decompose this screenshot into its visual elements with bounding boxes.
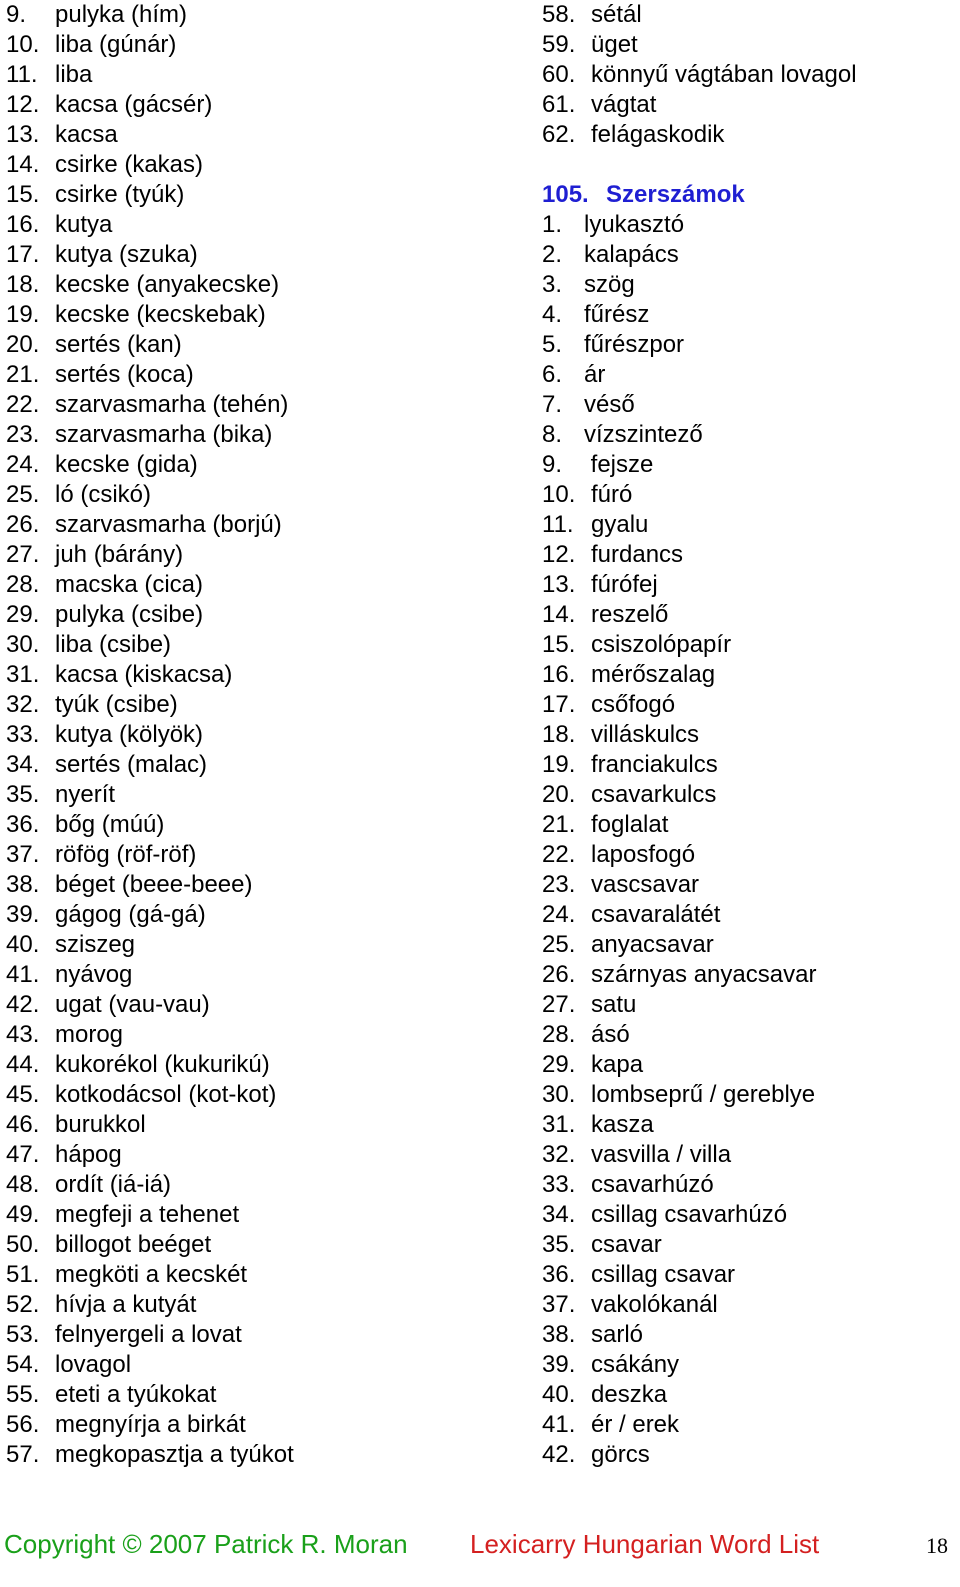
- item-number: 16.: [542, 661, 576, 688]
- item-number: 37.: [542, 1291, 576, 1318]
- list-item: [6, 1350, 526, 1380]
- list-item: [542, 1350, 952, 1380]
- right-column: [542, 0, 952, 1470]
- page-footer: [4, 1527, 954, 1561]
- list-item: [6, 270, 526, 300]
- list-item: [6, 480, 526, 510]
- list-item: [542, 360, 952, 390]
- list-item: [542, 1380, 952, 1410]
- item-number: 1.: [542, 211, 563, 238]
- list-item: [6, 750, 526, 780]
- item-text: nyávog: [55, 961, 133, 988]
- item-number: 41.: [6, 961, 40, 988]
- item-number: 2.: [542, 241, 563, 268]
- list-item: [6, 30, 526, 60]
- item-text: kasza: [591, 1111, 654, 1138]
- list-item: [6, 450, 526, 480]
- item-number: 25.: [6, 481, 40, 508]
- item-text: eteti a tyúkokat: [55, 1381, 217, 1408]
- list-item: [542, 1320, 952, 1350]
- list-item: [542, 60, 952, 90]
- item-text: sziszeg: [55, 931, 136, 958]
- list-item: [542, 450, 952, 480]
- item-text: liba (gúnár): [55, 31, 177, 58]
- list-item: [6, 660, 526, 690]
- item-number: 58.: [542, 1, 576, 28]
- list-item: [6, 1110, 526, 1140]
- item-text: satu: [591, 991, 637, 1018]
- item-text: laposfogó: [591, 841, 696, 868]
- item-text: megkopasztja a tyúkot: [55, 1441, 294, 1468]
- list-item: [6, 780, 526, 810]
- item-number: 20.: [6, 331, 40, 358]
- item-text: vakolókanál: [591, 1291, 718, 1318]
- item-number: 46.: [6, 1111, 40, 1138]
- list-item: [542, 960, 952, 990]
- item-number: 36.: [542, 1261, 576, 1288]
- item-number: 33.: [6, 721, 40, 748]
- item-text: lovagol: [55, 1351, 132, 1378]
- list-item: [542, 210, 952, 240]
- item-text: csavarhúzó: [591, 1171, 714, 1198]
- item-text: kecske (kecskebak): [55, 301, 266, 328]
- item-text: kukorékol (kukurikú): [55, 1051, 270, 1078]
- item-text: gyalu: [591, 511, 649, 538]
- item-number: 10.: [6, 31, 40, 58]
- list-item: [542, 570, 952, 600]
- item-text: kutya (kölyök): [55, 721, 204, 748]
- item-number: 39.: [6, 901, 40, 928]
- item-text: ugat (vau-vau): [55, 991, 210, 1018]
- section-title: Szerszámok: [606, 181, 745, 208]
- page-number: 18: [926, 1533, 948, 1558]
- list-item: [6, 90, 526, 120]
- item-number: 21.: [6, 361, 40, 388]
- list-item: [542, 630, 952, 660]
- section-spacer: [542, 150, 952, 180]
- item-number: 35.: [6, 781, 40, 808]
- item-number: 45.: [6, 1081, 40, 1108]
- list-item: [6, 1050, 526, 1080]
- item-number: 47.: [6, 1141, 40, 1168]
- item-number: 20.: [542, 781, 576, 808]
- item-text: villáskulcs: [591, 721, 700, 748]
- list-item: [542, 1260, 952, 1290]
- item-number: 37.: [6, 841, 40, 868]
- item-text: csavar: [591, 1231, 662, 1258]
- list-item: [542, 390, 952, 420]
- item-text: csirke (kakas): [55, 151, 204, 178]
- item-number: 19.: [6, 301, 40, 328]
- item-number: 40.: [542, 1381, 576, 1408]
- item-text: hívja a kutyát: [55, 1291, 197, 1318]
- list-item: [6, 390, 526, 420]
- item-text: szárnyas anyacsavar: [591, 961, 817, 988]
- item-text: felnyergeli a lovat: [55, 1321, 242, 1348]
- list-item: [6, 600, 526, 630]
- list-item: [542, 1230, 952, 1260]
- item-text: vascsavar: [591, 871, 700, 898]
- item-number: 5.: [542, 331, 563, 358]
- list-item: [542, 1110, 952, 1140]
- item-text: vasvilla / villa: [591, 1141, 732, 1168]
- list-item: [6, 240, 526, 270]
- list-item: [6, 1380, 526, 1410]
- item-number: 52.: [6, 1291, 40, 1318]
- list-item: [6, 1170, 526, 1200]
- item-text: deszka: [591, 1381, 668, 1408]
- list-item: [6, 1020, 526, 1050]
- item-number: 27.: [6, 541, 40, 568]
- item-text: pulyka (hím): [55, 1, 188, 28]
- item-number: 7.: [542, 391, 563, 418]
- item-number: 30.: [6, 631, 40, 658]
- list-item: [542, 1140, 952, 1170]
- list-item: [6, 150, 526, 180]
- item-text: ér / erek: [591, 1411, 680, 1438]
- item-number: 22.: [6, 391, 40, 418]
- item-text: mérőszalag: [591, 661, 716, 688]
- item-number: 23.: [542, 871, 576, 898]
- item-text: kotkodácsol (kot-kot): [55, 1081, 277, 1108]
- list-item: [542, 870, 952, 900]
- item-text: görcs: [591, 1441, 650, 1468]
- item-text: felágaskodik: [591, 121, 725, 148]
- item-text: burukkol: [55, 1111, 146, 1138]
- list-item: [542, 420, 952, 450]
- item-number: 60.: [542, 61, 576, 88]
- list-item: [6, 210, 526, 240]
- list-item: [542, 540, 952, 570]
- list-item: [542, 30, 952, 60]
- list-item: [542, 660, 952, 690]
- list-item: [542, 690, 952, 720]
- item-number: 22.: [542, 841, 576, 868]
- item-text: szarvasmarha (bika): [55, 421, 273, 448]
- item-number: 18.: [6, 271, 40, 298]
- list-item: [6, 810, 526, 840]
- item-text: kalapács: [584, 241, 679, 268]
- item-text: kutya (szuka): [55, 241, 198, 268]
- list-item: [542, 750, 952, 780]
- item-text: fúrófej: [591, 571, 658, 598]
- item-text: fűrészpor: [584, 331, 685, 358]
- item-text: bőg (múú): [55, 811, 165, 838]
- item-number: 30.: [542, 1081, 576, 1108]
- item-number: 33.: [542, 1171, 576, 1198]
- item-text: lyukasztó: [584, 211, 685, 238]
- list-item: [6, 1410, 526, 1440]
- list-item: [542, 510, 952, 540]
- item-number: 42.: [6, 991, 40, 1018]
- list-item: [6, 630, 526, 660]
- item-number: 14.: [542, 601, 576, 628]
- section-number: 105.: [542, 181, 589, 208]
- item-text: csavarkulcs: [591, 781, 717, 808]
- item-number: 35.: [542, 1231, 576, 1258]
- item-number: 19.: [542, 751, 576, 778]
- item-text: megnyírja a birkát: [55, 1411, 246, 1438]
- list-item: [542, 300, 952, 330]
- item-text: üget: [591, 31, 638, 58]
- list-item: [6, 180, 526, 210]
- list-item: [542, 0, 952, 30]
- item-number: 11.: [542, 511, 574, 538]
- item-text: juh (bárány): [55, 541, 184, 568]
- item-number: 54.: [6, 1351, 40, 1378]
- item-number: 25.: [542, 931, 576, 958]
- list-item: [6, 420, 526, 450]
- document-title: Lexicarry Hungarian Word List: [470, 1529, 820, 1559]
- item-number: 13.: [542, 571, 576, 598]
- list-item: [6, 570, 526, 600]
- list-item: [542, 330, 952, 360]
- list-item: [6, 360, 526, 390]
- item-text: tyúk (csibe): [55, 691, 178, 718]
- item-text: liba: [55, 61, 93, 88]
- item-text: véső: [584, 391, 635, 418]
- item-text: sertés (koca): [55, 361, 194, 388]
- item-text: fejsze: [584, 451, 654, 478]
- item-number: 40.: [6, 931, 40, 958]
- item-number: 62.: [542, 121, 576, 148]
- item-number: 26.: [6, 511, 40, 538]
- list-item: [542, 240, 952, 270]
- item-number: 8.: [542, 421, 563, 448]
- list-item: [542, 780, 952, 810]
- item-number: 55.: [6, 1381, 40, 1408]
- item-number: 26.: [542, 961, 576, 988]
- item-text: sertés (malac): [55, 751, 208, 778]
- item-text: megköti a kecskét: [55, 1261, 248, 1288]
- item-number: 50.: [6, 1231, 40, 1258]
- list-item: [542, 1290, 952, 1320]
- list-item: [542, 720, 952, 750]
- item-text: vágtat: [591, 91, 657, 118]
- item-text: könnyű vágtában lovagol: [591, 61, 857, 88]
- item-number: 15.: [542, 631, 576, 658]
- list-item: [6, 1260, 526, 1290]
- item-text: csirke (tyúk): [55, 181, 185, 208]
- item-number: 24.: [542, 901, 576, 928]
- list-item: [542, 900, 952, 930]
- item-text: morog: [55, 1021, 124, 1048]
- item-number: 9.: [6, 1, 27, 28]
- item-number: 38.: [6, 871, 40, 898]
- item-number: 27.: [542, 991, 576, 1018]
- item-text: franciakulcs: [591, 751, 718, 778]
- item-text: kacsa: [55, 121, 118, 148]
- item-number: 28.: [542, 1021, 576, 1048]
- item-text: megfeji a tehenet: [55, 1201, 240, 1228]
- item-text: macska (cica): [55, 571, 204, 598]
- item-number: 9.: [542, 451, 563, 478]
- item-text: billogot beéget: [55, 1231, 212, 1258]
- item-number: 39.: [542, 1351, 576, 1378]
- list-item: [542, 990, 952, 1020]
- item-text: kecske (gida): [55, 451, 198, 478]
- list-item: [6, 1320, 526, 1350]
- item-number: 51.: [6, 1261, 40, 1288]
- item-number: 36.: [6, 811, 40, 838]
- item-number: 44.: [6, 1051, 40, 1078]
- list-item: [542, 1020, 952, 1050]
- item-text: nyerít: [55, 781, 116, 808]
- item-text: szarvasmarha (tehén): [55, 391, 289, 418]
- list-item: [6, 0, 526, 30]
- list-item: [6, 870, 526, 900]
- item-number: 17.: [6, 241, 40, 268]
- item-number: 43.: [6, 1021, 40, 1048]
- item-text: fúró: [591, 481, 633, 508]
- list-item: [6, 1290, 526, 1320]
- item-text: kapa: [591, 1051, 644, 1078]
- item-text: sarló: [591, 1321, 644, 1348]
- item-text: kacsa (kiskacsa): [55, 661, 233, 688]
- list-item: [542, 930, 952, 960]
- list-item: [542, 840, 952, 870]
- item-number: 38.: [542, 1321, 576, 1348]
- item-number: 34.: [542, 1201, 576, 1228]
- item-number: 12.: [542, 541, 576, 568]
- item-text: csillag csavar: [591, 1261, 736, 1288]
- list-item: [542, 1410, 952, 1440]
- item-text: lombseprű / gereblye: [591, 1081, 816, 1108]
- item-number: 29.: [542, 1051, 576, 1078]
- item-text: hápog: [55, 1141, 122, 1168]
- item-text: csőfogó: [591, 691, 676, 718]
- left-column: [6, 0, 526, 1470]
- item-number: 18.: [542, 721, 576, 748]
- item-number: 24.: [6, 451, 40, 478]
- list-item: [542, 1200, 952, 1230]
- item-number: 41.: [542, 1411, 576, 1438]
- item-number: 48.: [6, 1171, 40, 1198]
- item-text: csillag csavarhúzó: [591, 1201, 788, 1228]
- item-number: 14.: [6, 151, 40, 178]
- item-text: kecske (anyakecske): [55, 271, 280, 298]
- list-item: [6, 1230, 526, 1260]
- item-number: 42.: [542, 1441, 576, 1468]
- item-number: 49.: [6, 1201, 40, 1228]
- item-number: 29.: [6, 601, 40, 628]
- item-text: kutya: [55, 211, 113, 238]
- list-item: [6, 1440, 526, 1470]
- list-item: [6, 540, 526, 570]
- list-item: [6, 930, 526, 960]
- item-number: 13.: [6, 121, 40, 148]
- item-number: 6.: [542, 361, 563, 388]
- list-item: [542, 810, 952, 840]
- list-item: [542, 120, 952, 150]
- item-number: 59.: [542, 31, 576, 58]
- copyright-notice: Copyright © 2007 Patrick R. Moran: [4, 1529, 408, 1559]
- list-item: [542, 1170, 952, 1200]
- item-text: csákány: [591, 1351, 680, 1378]
- item-number: 56.: [6, 1411, 40, 1438]
- list-item: [6, 690, 526, 720]
- item-number: 31.: [542, 1111, 576, 1138]
- list-item: [6, 900, 526, 930]
- section-heading: [542, 180, 952, 210]
- list-item: [542, 1080, 952, 1110]
- item-number: 57.: [6, 1441, 40, 1468]
- item-text: gágog (gá-gá): [55, 901, 206, 928]
- item-text: ásó: [591, 1021, 630, 1048]
- item-number: 3.: [542, 271, 563, 298]
- item-text: csavaralátét: [591, 901, 721, 928]
- item-number: 10.: [542, 481, 576, 508]
- item-text: anyacsavar: [591, 931, 714, 958]
- list-item: [542, 1050, 952, 1080]
- item-number: 28.: [6, 571, 40, 598]
- item-text: kacsa (gácsér): [55, 91, 213, 118]
- list-item: [6, 990, 526, 1020]
- item-number: 32.: [542, 1141, 576, 1168]
- item-number: 17.: [542, 691, 576, 718]
- item-text: foglalat: [591, 811, 669, 838]
- list-item: [6, 60, 526, 90]
- item-number: 32.: [6, 691, 40, 718]
- item-number: 11.: [6, 61, 38, 88]
- item-text: röfög (röf-röf): [55, 841, 197, 868]
- item-text: sertés (kan): [55, 331, 182, 358]
- item-number: 31.: [6, 661, 40, 688]
- list-item: [6, 840, 526, 870]
- list-item: [6, 330, 526, 360]
- list-item: [542, 90, 952, 120]
- list-item: [542, 270, 952, 300]
- item-text: liba (csibe): [55, 631, 172, 658]
- item-number: 15.: [6, 181, 40, 208]
- item-text: szarvasmarha (borjú): [55, 511, 282, 538]
- list-item: [6, 720, 526, 750]
- item-number: 4.: [542, 301, 563, 328]
- item-text: sétál: [591, 1, 642, 28]
- list-item: [6, 1080, 526, 1110]
- item-number: 12.: [6, 91, 40, 118]
- item-number: 34.: [6, 751, 40, 778]
- item-number: 23.: [6, 421, 40, 448]
- list-item: [6, 1140, 526, 1170]
- list-item: [6, 300, 526, 330]
- list-item: [542, 480, 952, 510]
- item-text: vízszintező: [584, 421, 703, 448]
- item-number: 61.: [542, 91, 576, 118]
- item-number: 16.: [6, 211, 40, 238]
- list-item: [6, 510, 526, 540]
- list-item: [6, 960, 526, 990]
- item-number: 21.: [542, 811, 576, 838]
- item-text: reszelő: [591, 601, 669, 628]
- item-text: szög: [584, 271, 635, 298]
- list-item: [6, 120, 526, 150]
- list-item: [6, 1200, 526, 1230]
- item-text: fűrész: [584, 301, 650, 328]
- item-text: ár: [584, 361, 606, 388]
- list-item: [542, 1440, 952, 1470]
- item-text: béget (beee-beee): [55, 871, 253, 898]
- item-text: furdancs: [591, 541, 684, 568]
- item-text: csiszolópapír: [591, 631, 732, 658]
- item-text: pulyka (csibe): [55, 601, 204, 628]
- item-text: ló (csikó): [55, 481, 152, 508]
- item-text: ordít (iá-iá): [55, 1171, 172, 1198]
- list-item: [542, 600, 952, 630]
- item-number: 53.: [6, 1321, 40, 1348]
